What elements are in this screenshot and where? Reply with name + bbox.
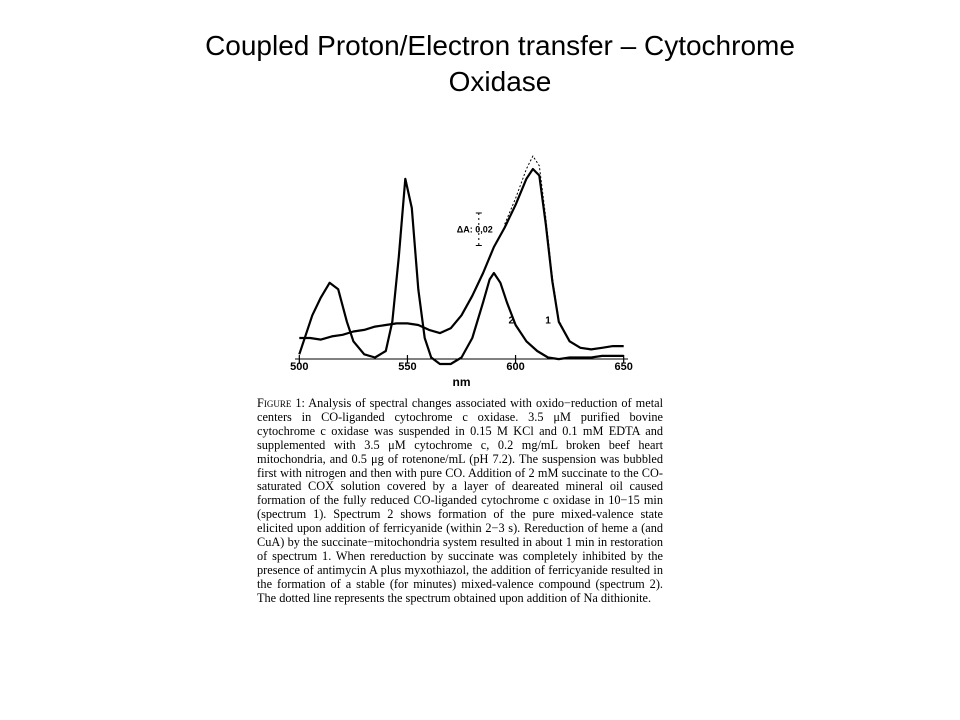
x-tick-label: 650 (614, 361, 633, 373)
title-line-2: Oxidase (448, 65, 552, 97)
x-tick-label: 500 (290, 361, 309, 373)
caption-label: Figure 1: (257, 396, 305, 410)
x-tick-label: 600 (506, 361, 525, 373)
scale-bar-label: ΔA: 0,02 (456, 224, 493, 235)
x-tick-label: 550 (398, 361, 417, 373)
series-2-line (299, 179, 623, 364)
title-line-1: Coupled Proton/Electron transfer – Cytochrome (205, 30, 795, 61)
series-1-label: 1 (545, 315, 551, 327)
caption-text: Analysis of spectral changes associated with oxido−reduction of metal centers in CO-liganded cytochrome c oxidase. 3.5 μM purified bovine cytochrome c oxidase was suspended in 0.15 M KCl and 0.1 mM EDTA and supplemented with 3.5 μM cytochrome c, 0.2 mg/mL broken beef heart mitochondria, and 0.5 μg of rotenone/mL (pH 7.2). The suspension was bubbled first with nitrogen and then with pure CO. Addition of 2 mM succinate to the CO-saturated COX solution covered by a layer of deareated mineral oil caused formation of the fully reduced CO-liganded cytochrome c oxidase in 10−15 min (spectrum 1). Spectrum 2 shows formation of the pure mixed-valence state elicited upon addition of ferricyanide (within 2−3 s). Rereduction of heme a (and CuA) by the succinate−mitochondria system resulted in about 1 min in restoration of spectrum 1. When rereduction by succinate was completely inhibited by the presence of antimycin A plus myxothiazol, the addition of ferricyanide resulted in the formation of a stable (for minutes) mixed-valence compound (spectrum 2). The dotted line represents the spectrum obtained upon addition of Na dithionite. (257, 396, 663, 605)
x-axis-label: nm (452, 375, 471, 389)
series-2-label: 2 (508, 315, 515, 327)
spectrum-chart (255, 150, 675, 390)
series-dithionite-line (505, 156, 570, 341)
figure-caption (257, 397, 663, 606)
slide-title (150, 28, 850, 100)
